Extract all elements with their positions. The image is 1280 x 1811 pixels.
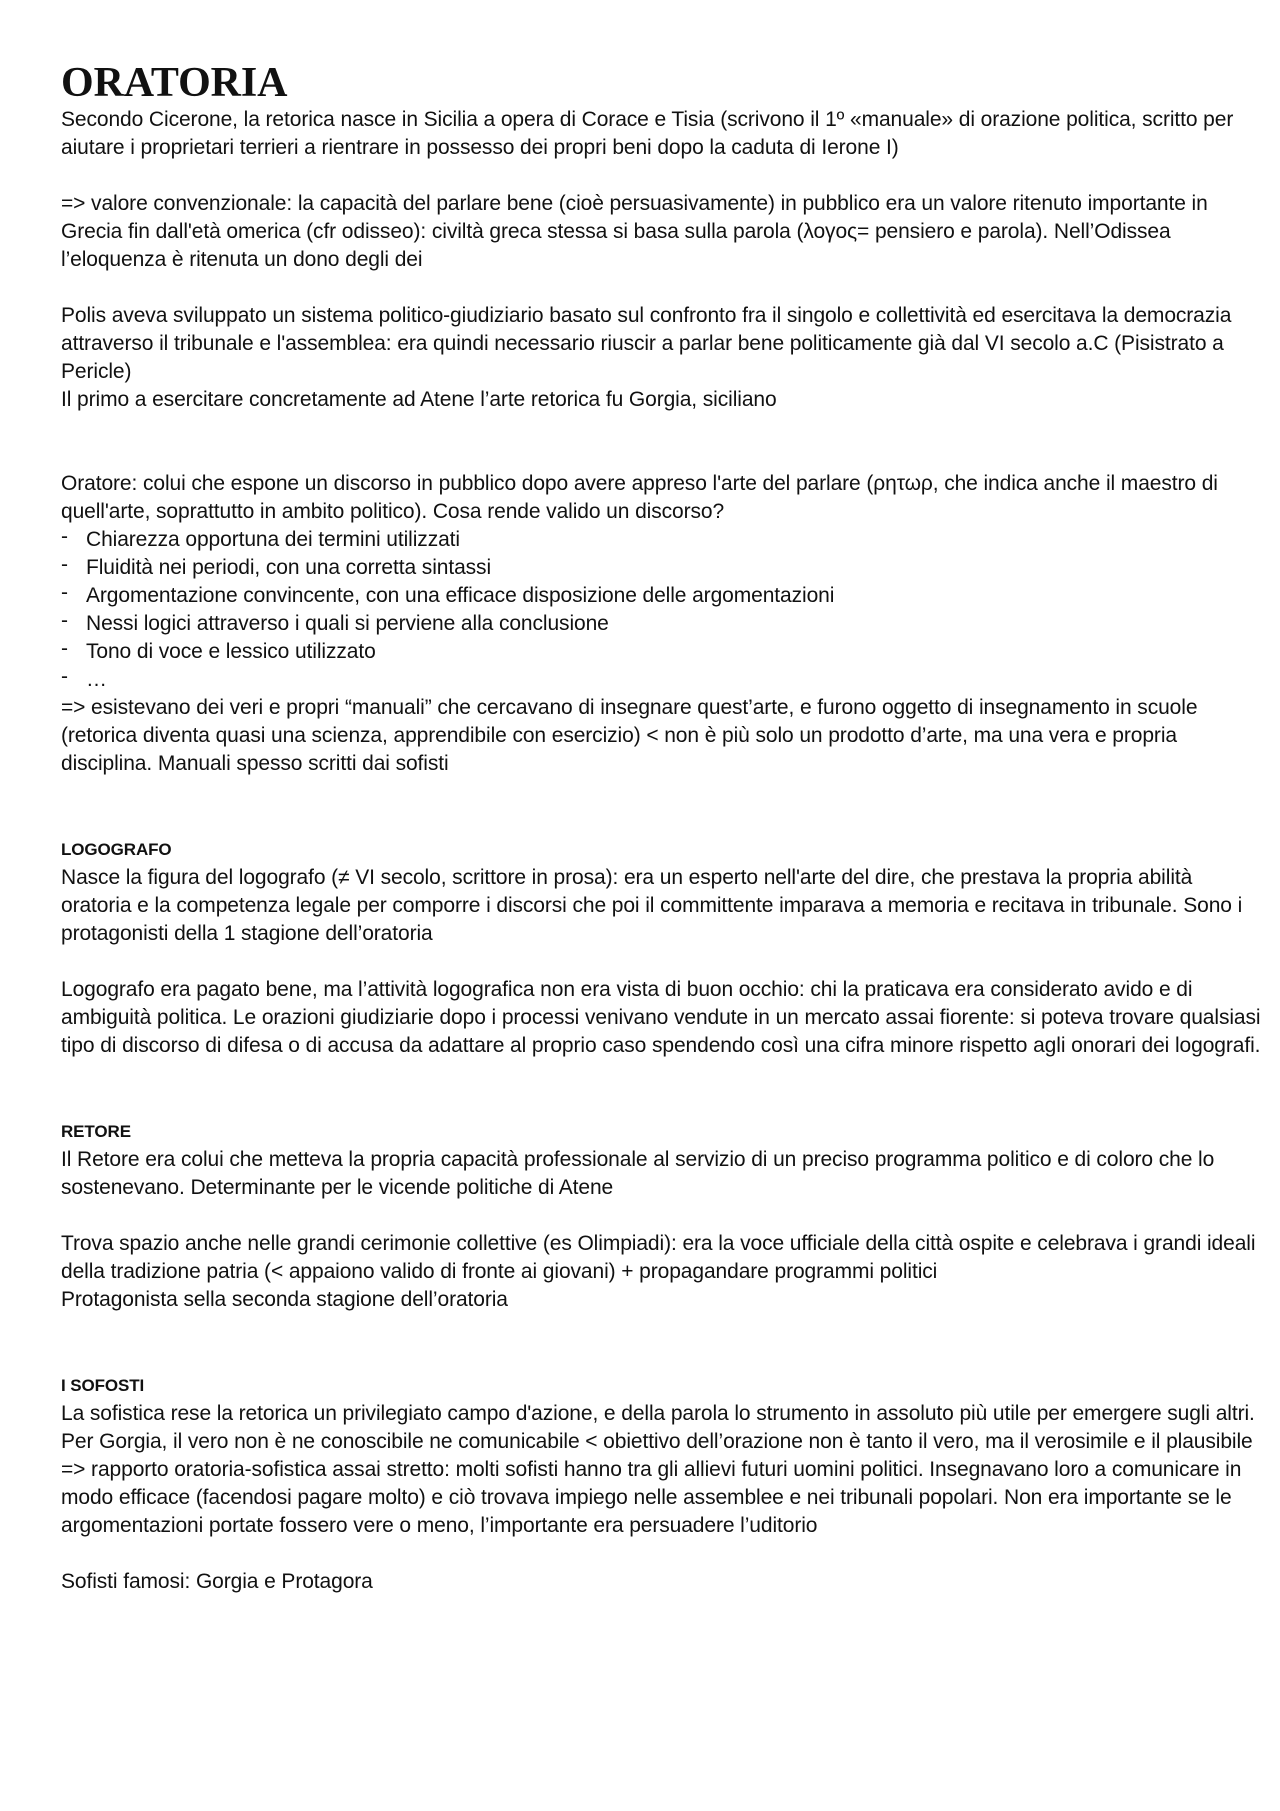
- retore-heading: RETORE: [61, 1122, 131, 1141]
- document-page: [61, 58, 1261, 1596]
- list-item: - Tono di voce e lessico utilizzato: [61, 638, 1261, 666]
- oratore-paragraph-1: Oratore: colui che espone un discorso in pubblico dopo avere appreso l'arte del parlare (ρητωρ, che indica anche il maestro di quell'arte, soprattutto in ambito politico). Cosa rende valido un discorso?: [61, 472, 1218, 523]
- sofisti-heading: I SOFOSTI: [61, 1376, 145, 1395]
- logografo-heading: LOGOGRAFO: [61, 840, 172, 859]
- list-item: - Nessi logici attraverso i quali si perviene alla conclusione: [61, 610, 1261, 638]
- oratore-paragraph-2: => esistevano dei veri e propri “manuali” che cercavano di insegnare quest’arte, e furono oggetto di insegnamento in scuole (retorica diventa quasi una scienza, apprendibile con esercizio) < non è più solo un prodotto d’arte, ma una vera e propria disciplina. Manuali spesso scritti dai sofisti: [61, 696, 1198, 775]
- page-title: ORATORIA: [61, 60, 288, 106]
- discourse-qualities-list: [61, 526, 1261, 694]
- intro-paragraph-1: Secondo Cicerone, la retorica nasce in Sicilia a opera di Corace e Tisia (scrivono il 1º «manuale» di orazione politica, scritto per aiutare i proprietari terrieri a rientrare in possesso dei propri beni dopo la caduta di Ierone I): [61, 108, 1234, 159]
- sofisti-paragraph-2: Per Gorgia, il vero non è ne conoscibile ne comunicabile < obiettivo dell’orazione non è tanto il vero, ma il verosimile e il plausibile: [61, 1430, 1253, 1453]
- list-item: - Chiarezza opportuna dei termini utilizzati: [61, 526, 1261, 554]
- list-item: - …: [61, 666, 1261, 694]
- intro-paragraph-2: => valore convenzionale: la capacità del parlare bene (cioè persuasivamente) in pubblico era un valore ritenuto importante in Grecia fin dall'età omerica (cfr odisseo): civiltà greca stessa si basa sulla parola (λογος= pensiero e parola). Nell’Odissea l’eloquenza è ritenuta un dono degli dei: [61, 192, 1208, 271]
- sofisti-paragraph-4: Sofisti famosi: Gorgia e Protagora: [61, 1570, 373, 1593]
- list-item: - Argomentazione convincente, con una efficace disposizione delle argomentazioni: [61, 582, 1261, 610]
- list-item: - Fluidità nei periodi, con una corretta sintassi: [61, 554, 1261, 582]
- retore-paragraph-1: Il Retore era colui che metteva la propria capacità professionale al servizio di un preciso programma politico e di coloro che lo sostenevano. Determinante per le vicende politiche di Atene: [61, 1148, 1215, 1199]
- sofisti-paragraph-3: => rapporto oratoria-sofistica assai stretto: molti sofisti hanno tra gli allievi futuri uomini politici. Insegnavano loro a comunicare in modo efficace (facendosi pagare molto) e ciò trovava impiego nelle assemblee e nei tribunali popolari. Non era importante se le argomentazioni portate fossero vere o meno, l’importante era persuadere l’uditorio: [61, 1458, 1242, 1537]
- logografo-paragraph-2: Logografo era pagato bene, ma l’attività logografica non era vista di buon occhio: chi la praticava era considerato avido e di ambiguità politica. Le orazioni giudiziarie dopo i processi venivano vendute in un mercato assai fiorente: si poteva trovare qualsiasi tipo di discorso di difesa o di accusa da adattare al proprio caso spendendo così una cifra minore rispetto agli onorari dei logografi.: [61, 978, 1261, 1057]
- logografo-paragraph-1: Nasce la figura del logografo (≠ VI secolo, scrittore in prosa): era un esperto nell'arte del dire, che prestava la propria abilità oratoria e la competenza legale per comporre i discorsi che poi il committente imparava a memoria e recitava in tribunale. Sono i protagonisti della 1 stagione dell’oratoria: [61, 866, 1243, 945]
- retore-paragraph-3: Protagonista sella seconda stagione dell’oratoria: [61, 1288, 508, 1311]
- intro-paragraph-3: Polis aveva sviluppato un sistema politico-giudiziario basato sul confronto fra il singolo e collettività ed esercitava la democrazia attraverso il tribunale e l'assemblea: era quindi necessario riuscir a parlar bene politicamente già dal VI secolo a.C (Pisistrato a Pericle): [61, 304, 1232, 383]
- sofisti-paragraph-1: La sofistica rese la retorica un privilegiato campo d'azione, e della parola lo strumento in assoluto più utile per emergere sugli altri.: [61, 1402, 1255, 1425]
- retore-paragraph-2: Trova spazio anche nelle grandi cerimonie collettive (es Olimpiadi): era la voce ufficiale della città ospite e celebrava i grandi ideali della tradizione patria (< appaiono valido di fronte ai giovani) + propagandare programmi politici: [61, 1232, 1256, 1283]
- intro-paragraph-4: Il primo a esercitare concretamente ad Atene l’arte retorica fu Gorgia, siciliano: [61, 388, 777, 411]
